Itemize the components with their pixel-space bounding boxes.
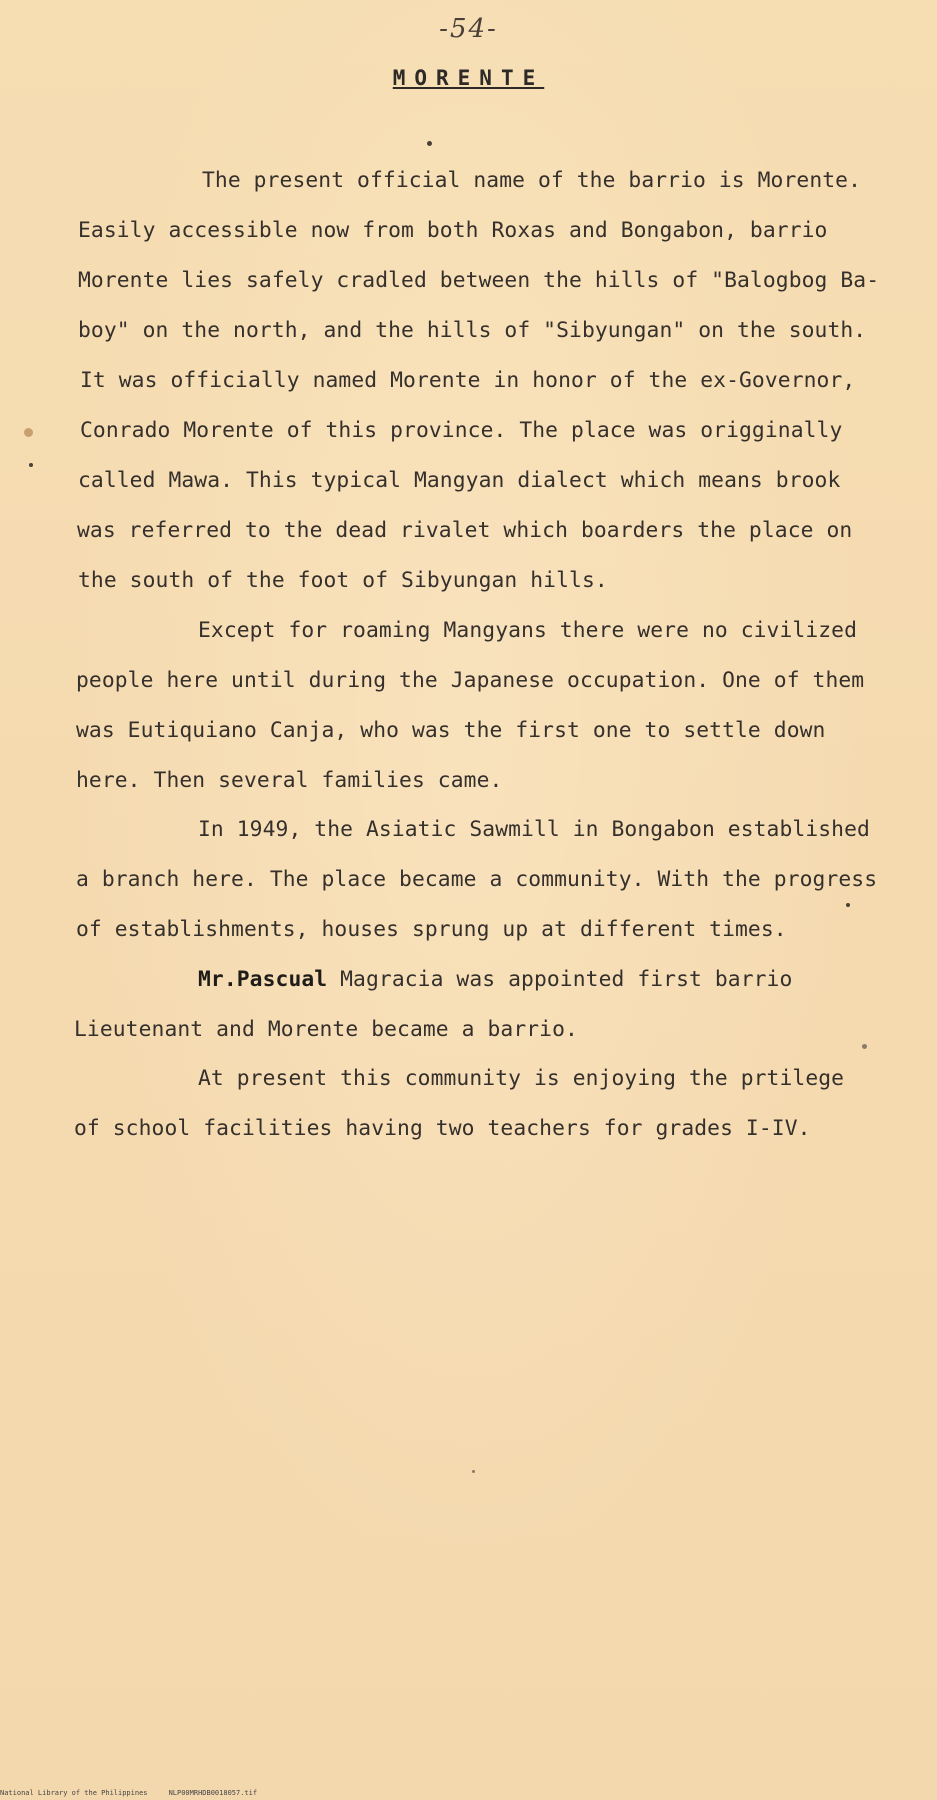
body-line: of school facilities having two teachers for grades I-IV. bbox=[74, 1116, 811, 1141]
body-line: Conrado Morente of this province. The place was origginally bbox=[80, 418, 843, 443]
body-line: was Eutiquiano Canja, who was the first one to settle down bbox=[76, 718, 826, 743]
person-name-bold: Mr.Pascual bbox=[198, 967, 328, 992]
document-title: MORENTE bbox=[392, 66, 545, 90]
page-number: -54- bbox=[439, 14, 498, 44]
body-line: people here until during the Japanese occupation. One of them bbox=[76, 668, 865, 693]
body-line bbox=[198, 967, 792, 993]
ink-speck bbox=[846, 903, 850, 907]
body-line: Except for roaming Mangyans there were no civilized bbox=[198, 618, 858, 643]
body-line: In 1949, the Asiatic Sawmill in Bongabon established bbox=[198, 817, 870, 842]
ink-speck bbox=[862, 1044, 867, 1049]
body-line: Easily accessible now from both Roxas and Bongabon, barrio bbox=[78, 218, 828, 243]
body-line: Lieutenant and Morente became a barrio. bbox=[74, 1017, 578, 1042]
body-line: Morente lies safely cradled between the hills of "Balogbog Ba- bbox=[78, 268, 880, 293]
body-line: was referred to the dead rivalet which boarders the place on bbox=[77, 518, 853, 543]
archive-footer: National Library of the Philippines NLP00MRHDB0018057.tif bbox=[0, 1789, 258, 1797]
body-line: of establishments, houses sprung up at different times. bbox=[76, 917, 787, 942]
ink-speck bbox=[29, 463, 33, 467]
body-line: called Mawa. This typical Mangyan dialect which means brook bbox=[78, 468, 841, 493]
body-line: here. Then several families came. bbox=[76, 768, 503, 793]
body-line: a branch here. The place became a community. With the progress bbox=[76, 867, 878, 892]
body-line: At present this community is enjoying the prtilege bbox=[198, 1066, 845, 1091]
body-line: the south of the foot of Sibyungan hills. bbox=[78, 568, 608, 593]
ink-speck bbox=[427, 141, 432, 146]
body-line-text: Magracia was appointed first barrio bbox=[327, 967, 793, 992]
body-line: boy" on the north, and the hills of "Sibyungan" on the south. bbox=[78, 318, 867, 343]
ink-speck bbox=[472, 1470, 475, 1473]
body-line: It was officially named Morente in honor of the ex-Governor, bbox=[80, 368, 856, 393]
ink-speck bbox=[24, 428, 33, 437]
body-line: The present official name of the barrio is Morente. bbox=[202, 168, 862, 193]
